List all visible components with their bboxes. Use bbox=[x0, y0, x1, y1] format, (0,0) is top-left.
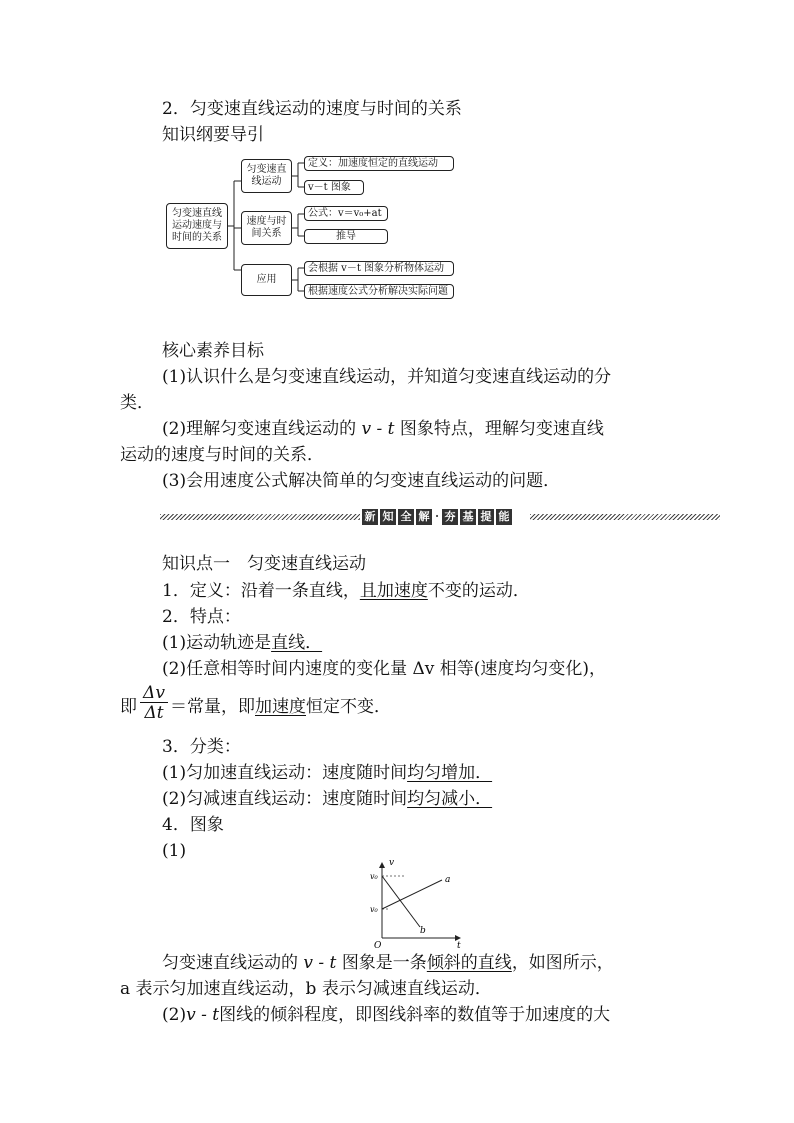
mindmap-leaf-formula: 公式：v＝v₀+at bbox=[304, 206, 388, 221]
desc-1-variable: v - t bbox=[303, 953, 337, 973]
line-b bbox=[382, 876, 420, 927]
banner-char: 夯 bbox=[442, 509, 458, 525]
class-1-prefix: (1)匀加速直线运动：速度随时间 bbox=[162, 763, 408, 783]
goal-2-variable: v - t bbox=[361, 419, 395, 439]
mindmap-leaf-apply-2: 根据速度公式分析解决实际问题 bbox=[304, 284, 454, 299]
mindmap-leaf-apply-1: 会根据 v－t 图象分析物体运动 bbox=[304, 261, 454, 276]
goal-2-line-1 bbox=[162, 418, 604, 440]
mindmap-branch-3: 应用 bbox=[241, 264, 292, 296]
kp1-graph-desc-1 bbox=[162, 952, 614, 974]
kp1-feature-2: (2)任意相等时间内速度的变化量 Δv 相等(速度均匀变化)， bbox=[162, 659, 607, 679]
mindmap-root: 匀变速直线运动速度与时间的关系 bbox=[166, 203, 228, 249]
mindmap-leaf-definition: 定义：加速度恒定的直线运动 bbox=[304, 156, 454, 171]
x-axis-label: t bbox=[457, 941, 461, 950]
feature-2-suffix: 恒定不变． bbox=[306, 697, 391, 717]
mindmap-branch-2: 速度与时间关系 bbox=[241, 211, 292, 245]
kp1-title: 知识点一 匀变速直线运动 bbox=[162, 554, 366, 574]
line-a bbox=[382, 880, 442, 909]
desc-3-variable: v - t bbox=[186, 1005, 220, 1025]
goal-2-prefix: (2)理解匀变速直线运动的 bbox=[162, 419, 357, 439]
v0-label-upper: v₀ bbox=[370, 872, 378, 881]
mindmap-leaf-vt-graph: v－t 图象 bbox=[304, 180, 364, 195]
origin-label: O bbox=[374, 941, 382, 950]
mindmap-branch-1: 匀变速直线运动 bbox=[241, 159, 292, 193]
class-2-underlined: 均匀减小． bbox=[407, 789, 493, 809]
banner-char: 基 bbox=[460, 509, 476, 525]
goal-3: (3)会用速度公式解决简单的匀变速直线运动的问题． bbox=[162, 471, 561, 491]
mindmap-leaf-derivation: 推导 bbox=[304, 229, 388, 244]
y-axis-label: v bbox=[389, 858, 395, 868]
desc-1-suffix: ，如图所示， bbox=[511, 953, 614, 973]
banner-char: 能 bbox=[496, 509, 512, 525]
feature-2-underlined: 加速度 bbox=[255, 697, 306, 717]
kp1-graph-heading: 4．图象 bbox=[162, 815, 224, 835]
kp1-feature-2-cont-prefix: 即 bbox=[120, 697, 137, 717]
kp1-graph-desc-3 bbox=[162, 1004, 610, 1026]
goal-2-suffix: 图象特点，理解匀变速直线 bbox=[399, 419, 604, 439]
kp1-graph-item-1: (1) bbox=[162, 841, 187, 861]
kp1-feature-2-cont bbox=[170, 696, 391, 718]
banner-char: 知 bbox=[380, 509, 396, 525]
v0-label-lower: v₀ bbox=[370, 905, 378, 914]
goal-1-line-2: 类． bbox=[120, 393, 154, 413]
line-b-label: b bbox=[420, 926, 426, 936]
definition-underlined: 且加速度 bbox=[359, 581, 428, 601]
goal-1-line-1: (1)认识什么是匀变速直线运动，并知道匀变速直线运动的分 bbox=[162, 367, 612, 387]
fraction bbox=[140, 684, 168, 723]
vt-graph bbox=[360, 855, 470, 950]
banner-char: 新 bbox=[362, 509, 378, 525]
goals-heading: 核心素养目标 bbox=[162, 341, 264, 361]
kp1-feature-1 bbox=[162, 632, 322, 654]
fraction-denominator: Δt bbox=[144, 703, 164, 723]
kp1-classification: 3．分类： bbox=[162, 737, 241, 757]
feature-1-underlined: 直线． bbox=[271, 633, 323, 653]
goal-2-line-2: 运动的速度与时间的关系． bbox=[120, 445, 324, 465]
line-a-label: a bbox=[445, 875, 451, 885]
banner-char: 解 bbox=[416, 509, 432, 525]
banner-dot: · bbox=[435, 510, 439, 523]
desc-1-underlined: 倾斜的直线 bbox=[426, 953, 512, 973]
feature-1-prefix: (1)运动轨迹是 bbox=[162, 633, 272, 653]
feature-2-mid: ＝常量，即 bbox=[170, 697, 255, 717]
banner-char: 提 bbox=[478, 509, 494, 525]
banner-hatch-right bbox=[530, 514, 720, 520]
definition-suffix: 不变的运动． bbox=[427, 581, 530, 601]
desc-3-suffix: 图线的倾斜程度，即图线斜率的数值等于加速度的大 bbox=[219, 1005, 611, 1025]
kp1-graph-desc-2: a 表示匀加速直线运动，b 表示匀减速直线运动． bbox=[120, 979, 492, 999]
banner-hatch-left bbox=[160, 514, 360, 520]
fraction-numerator: Δv bbox=[140, 684, 168, 703]
outline-heading: 知识纲要导引 bbox=[162, 125, 264, 145]
class-2-prefix: (2)匀减速直线运动：速度随时间 bbox=[162, 789, 408, 809]
banner-tag bbox=[362, 509, 512, 525]
section-banner bbox=[160, 509, 720, 525]
definition-prefix: 1．定义：沿着一条直线， bbox=[162, 581, 360, 601]
kp1-class-1 bbox=[162, 762, 492, 784]
kp1-features: 2．特点： bbox=[162, 607, 241, 627]
kp1-class-2 bbox=[162, 788, 492, 810]
class-1-underlined: 均匀增加． bbox=[407, 763, 493, 783]
banner-char: 全 bbox=[398, 509, 414, 525]
desc-1-prefix: 匀变速直线运动的 bbox=[162, 953, 298, 973]
section-title: 2．匀变速直线运动的速度与时间的关系 bbox=[162, 99, 462, 119]
desc-3-prefix: (2) bbox=[162, 1005, 187, 1025]
kp1-definition bbox=[162, 580, 530, 602]
desc-1-mid: 图象是一条 bbox=[341, 953, 427, 973]
